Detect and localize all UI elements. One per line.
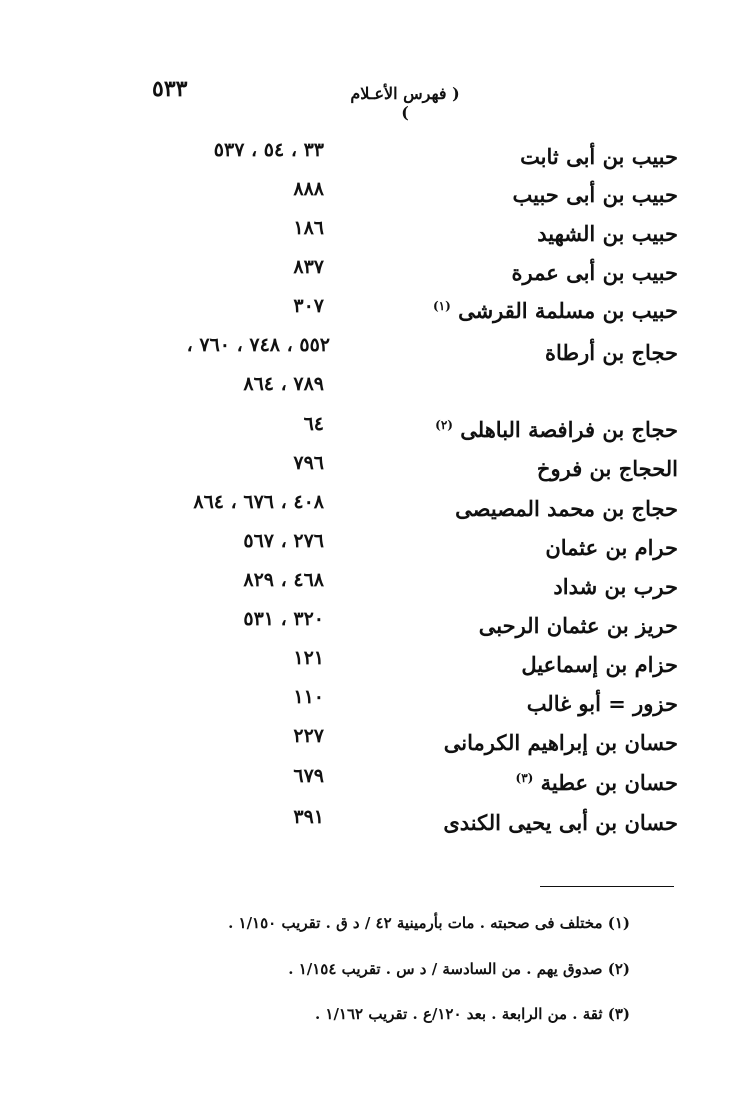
footnote-separator (540, 886, 674, 887)
index-entry-pages: ٢٢٧ (293, 725, 324, 747)
entry-name-text: حبيب بن الشهيد (537, 221, 678, 246)
entry-name-text: حسان بن عطية (540, 770, 678, 795)
index-entry-pages: ٦٧٩ (293, 765, 324, 787)
footnote: (٣) ثقة . من الرابعة . بعد ١٢٠/ع . تقريب ١/١٦٢ . (314, 1005, 630, 1023)
index-entry-pages: ٤٠٨ ، ٦٧٦ ، ٨٦٤ (193, 491, 324, 513)
entry-name-text: حجاج بن أرطاة (544, 340, 678, 365)
index-entry-name (537, 221, 678, 246)
index-entry-name (520, 144, 678, 169)
entry-name-text: حزور = أبو غالب (526, 691, 678, 716)
index-entry-name (545, 340, 678, 365)
index-entry-pages: ٣٩١ (293, 806, 324, 828)
entry-name-text: حسان بن إبراهيم الكرمانى (443, 730, 678, 755)
index-entry-pages: ٤٦٨ ، ٨٢٩ (243, 569, 324, 591)
index-entry-name (521, 652, 678, 677)
entry-name-text: حبيب بن أبى حبيب (512, 182, 678, 207)
index-entry-pages: ١١٠ (293, 686, 324, 708)
index-entry-name (443, 810, 678, 835)
footnote-marker: (٢) (435, 418, 453, 432)
index-entry-name (512, 260, 678, 285)
entry-name-text: حبيب بن أبى ثابت (520, 144, 678, 169)
entry-name-text: حبيب بن أبى عمرة (511, 260, 678, 285)
index-entry-pages: ٣٠٧ (293, 295, 324, 317)
entry-name-text: الحجاج بن فروخ (536, 456, 678, 481)
index-entry-name (479, 613, 678, 638)
footnote-marker: (١) (432, 299, 451, 313)
page-number: ٥٣٣ (152, 76, 188, 102)
index-entry-pages: ٣٢٠ ، ٥٣١ (243, 608, 324, 630)
index-entry-name (435, 417, 678, 442)
entry-name-text: حريز بن عثمان الرحبى (478, 613, 678, 638)
index-entry-name (545, 535, 678, 560)
footnote: (١) مختلف فى صحبته . مات بأرمينية ٤٢ / د ق . تقريب ١/١٥٠ . (228, 914, 630, 932)
index-entry-pages: ٨٨٨ (293, 178, 324, 200)
index-entry-pages-continued: ٧٨٩ ، ٨٦٤ (243, 373, 324, 395)
index-entry-pages: ٨٣٧ (293, 256, 324, 278)
entry-name-text: حبيب بن مسلمة القرشى (458, 298, 678, 323)
index-entry-pages: ١٢١ (293, 647, 324, 669)
index-entry-pages: ١٨٦ (293, 217, 324, 239)
entry-name-text: حزام بن إسماعيل (521, 652, 678, 677)
footnote: (٢) صدوق يهم . من السادسة / د س . تقريب ١/١٥٤ . (288, 960, 630, 978)
index-entry-pages: ٧٩٦ (293, 452, 324, 474)
index-entry-pages: ٢٧٦ ، ٥٦٧ (243, 530, 324, 552)
index-entry-name (444, 730, 678, 755)
index-entry-pages: ٣٣ ، ٥٤ ، ٥٣٧ (213, 139, 324, 161)
entry-name-text: حجاج بن محمد المصيصى (455, 496, 678, 521)
index-entry-name (513, 182, 679, 207)
entry-name-text: حجاج بن فرافصة الباهلى (460, 417, 678, 442)
footnote-marker: (٣) (515, 771, 534, 785)
entry-name-text: حرام بن عثمان (545, 535, 678, 560)
index-entry-pages: ٦٤ (303, 413, 324, 435)
entry-name-text: حرب بن شداد (553, 574, 678, 599)
running-title: ( فهرس الأعـلام ) (350, 84, 460, 122)
index-entry-name (433, 298, 678, 323)
index-entry-name (537, 456, 678, 481)
entry-name-text: حسان بن أبى يحيى الكندى (443, 810, 678, 835)
index-entry-name (553, 574, 678, 599)
index-entry-name (455, 496, 678, 521)
index-entry-name (527, 691, 678, 716)
index-entry-name (516, 770, 678, 795)
index-entry-pages: ٥٥٢ ، ٧٤٨ ، ٧٦٠ ، (186, 334, 330, 356)
